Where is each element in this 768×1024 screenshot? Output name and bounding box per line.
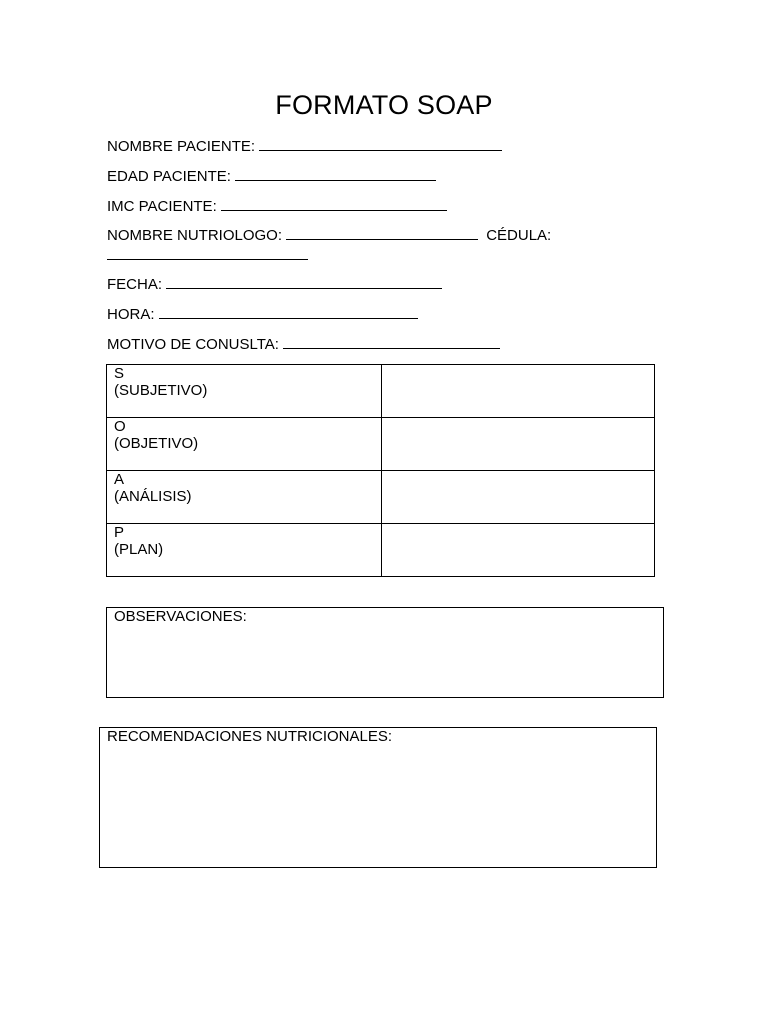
field-cedula-continuation <box>107 246 308 265</box>
field-label: MOTIVO DE CONUSLTA: <box>107 336 279 353</box>
recomendaciones-box[interactable] <box>99 727 657 868</box>
soap-cell-a <box>107 471 382 524</box>
soap-letter: O <box>114 418 126 435</box>
nombre-paciente-blank[interactable] <box>259 137 502 151</box>
field-edad-paciente <box>107 167 436 186</box>
soap-label: (OBJETIVO) <box>114 435 199 452</box>
field-label: EDAD PACIENTE: <box>107 168 231 185</box>
soap-letter: S <box>114 365 125 382</box>
field-label: NOMBRE PACIENTE: <box>107 138 256 155</box>
soap-entry-a[interactable] <box>382 471 655 524</box>
soap-label: (SUBJETIVO) <box>114 382 208 399</box>
soap-letter: A <box>114 471 125 488</box>
field-label-cedula: CÉDULA: <box>486 227 552 244</box>
soap-entry-s[interactable] <box>382 365 655 418</box>
imc-paciente-blank[interactable] <box>221 197 447 211</box>
soap-entry-p[interactable] <box>382 524 655 577</box>
field-label: FECHA: <box>107 276 163 293</box>
recomendaciones-label: RECOMENDACIONES NUTRICIONALES: <box>107 728 393 745</box>
hora-blank[interactable] <box>159 305 418 319</box>
cedula-blank[interactable] <box>107 246 308 260</box>
fecha-blank[interactable] <box>166 275 442 289</box>
field-imc-paciente <box>107 197 447 216</box>
soap-table <box>106 364 655 577</box>
soap-cell-s <box>107 365 382 418</box>
page-title: FORMATO SOAP <box>275 90 493 120</box>
soap-cell-o <box>107 418 382 471</box>
field-label: HORA: <box>107 306 155 323</box>
motivo-consulta-blank[interactable] <box>283 335 500 349</box>
soap-label: (PLAN) <box>114 541 164 558</box>
edad-paciente-blank[interactable] <box>235 167 436 181</box>
nombre-nutriologo-blank[interactable] <box>286 226 478 240</box>
soap-label: (ANÁLISIS) <box>114 488 192 505</box>
field-motivo-consulta <box>107 335 500 354</box>
soap-letter: P <box>114 524 125 541</box>
table-row <box>107 471 655 524</box>
soap-cell-p <box>107 524 382 577</box>
field-label: NOMBRE NUTRIOLOGO: <box>107 227 283 244</box>
field-nombre-nutriologo <box>107 226 551 245</box>
field-fecha <box>107 275 442 294</box>
field-label: IMC PACIENTE: <box>107 198 217 215</box>
observaciones-label: OBSERVACIONES: <box>114 608 247 625</box>
observaciones-box[interactable] <box>106 607 664 698</box>
table-row <box>107 365 655 418</box>
soap-entry-o[interactable] <box>382 418 655 471</box>
field-nombre-paciente <box>107 137 502 156</box>
table-row <box>107 524 655 577</box>
table-row <box>107 418 655 471</box>
field-hora <box>107 305 418 324</box>
